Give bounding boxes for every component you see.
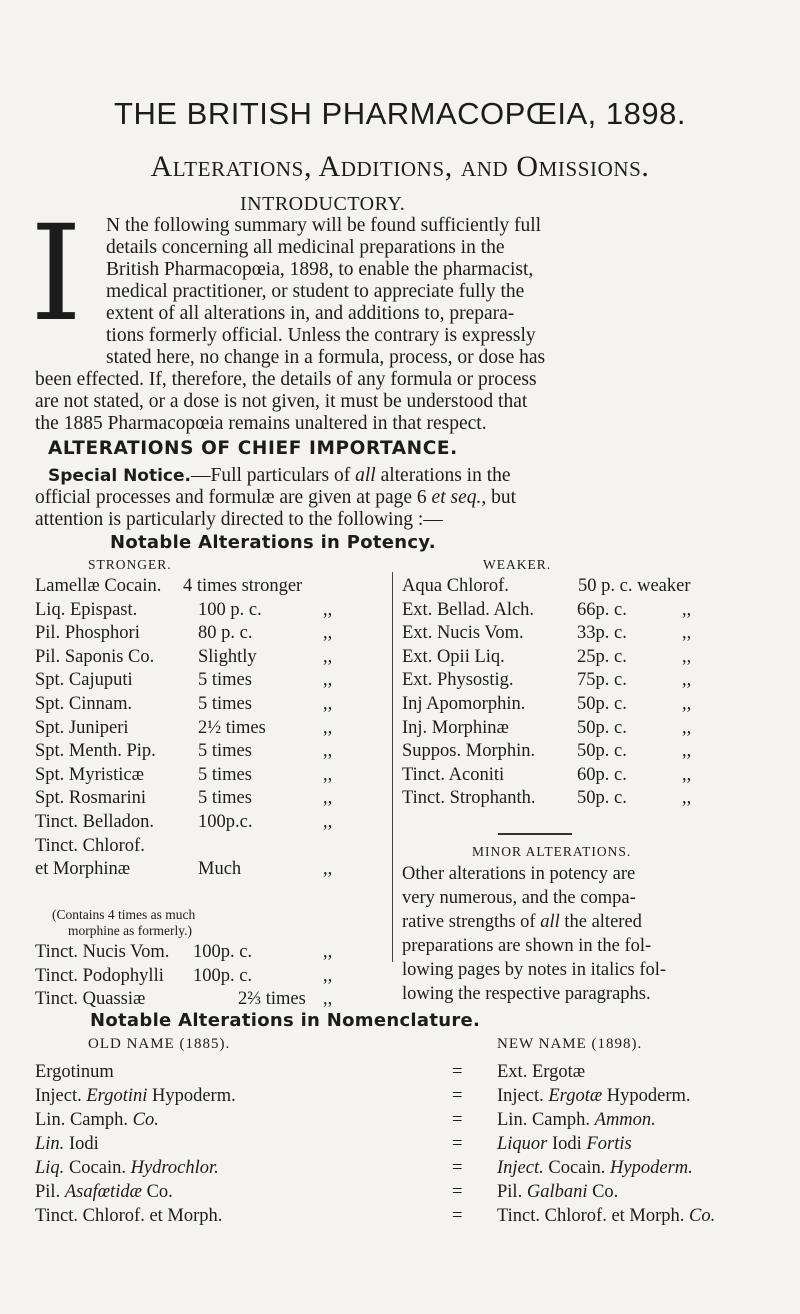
old-name-text: Cocain. bbox=[64, 1158, 131, 1178]
old-name-italic: Lin. bbox=[35, 1134, 65, 1154]
new-name-italic: Liquor bbox=[497, 1134, 548, 1154]
stronger-item-name: Lamellæ Cocain. bbox=[35, 576, 162, 596]
stronger-heading: STRONGER. bbox=[88, 557, 172, 572]
intro-heading: INTRODUCTORY. bbox=[240, 193, 406, 215]
minor-text: the altered bbox=[559, 912, 642, 932]
minor-divider bbox=[498, 833, 572, 835]
weaker-item-amount: 60p. c. bbox=[577, 764, 627, 785]
minor-line: lowing pages by notes in italics fol- bbox=[402, 960, 667, 980]
special-text: official processes and formulæ are given at page 6 bbox=[35, 487, 432, 508]
equals-sign: = bbox=[452, 1062, 463, 1082]
stronger-item-amount: 80 p. c. bbox=[198, 623, 253, 644]
ditto-mark: ,, bbox=[323, 788, 333, 809]
page-title: THE BRITISH PHARMACOPŒIA, 1898. bbox=[114, 96, 686, 131]
weaker-item-name: Tinct. Strophanth. bbox=[402, 788, 536, 809]
new-name-heading: NEW NAME (1898). bbox=[497, 1036, 643, 1052]
stronger-item-name: Spt. Myristicæ bbox=[35, 764, 144, 785]
new-name bbox=[497, 1204, 715, 1228]
ditto-mark: ,, bbox=[682, 788, 692, 809]
new-name bbox=[497, 1060, 585, 1084]
intro-line: tions formerly official. Unless the contrary is expressly bbox=[106, 325, 536, 346]
new-name bbox=[497, 1180, 618, 1204]
old-name-italic: Asafœtidæ bbox=[64, 1182, 142, 1202]
weaker-item-amount: 50p. c. bbox=[577, 694, 627, 714]
ditto-mark: ,, bbox=[682, 717, 692, 738]
intro-line: the 1885 Pharmacopœia remains unaltered in that respect. bbox=[35, 413, 487, 434]
weaker-item-amount: 50p. c. bbox=[577, 717, 627, 738]
stronger-item-amount: 5 times bbox=[198, 764, 252, 785]
new-name-italic: Co. bbox=[689, 1206, 716, 1226]
old-name bbox=[35, 1060, 114, 1084]
stronger-item-amount: 100p.c. bbox=[198, 812, 253, 832]
stronger-item-name: Tinct. Chlorof. bbox=[35, 835, 145, 856]
ditto-mark: ,, bbox=[323, 989, 333, 1010]
minor-line: preparations are shown in the fol- bbox=[402, 936, 652, 956]
new-name-text: Pil. bbox=[497, 1182, 527, 1202]
minor-heading: MINOR ALTERATIONS. bbox=[472, 844, 632, 859]
special-notice-line: attention is particularly directed to the following :— bbox=[35, 509, 443, 530]
ditto-mark: ,, bbox=[323, 623, 333, 644]
drop-cap: I bbox=[30, 197, 83, 351]
old-name-text: Pil. bbox=[35, 1182, 65, 1202]
weaker-item-amount: 50p. c. bbox=[577, 788, 627, 809]
old-name bbox=[35, 1084, 236, 1108]
ditto-mark: ,, bbox=[323, 764, 333, 785]
stronger-item-amount: 5 times bbox=[198, 694, 252, 714]
new-name bbox=[497, 1132, 632, 1156]
stronger-item-name: Tinct. Quassiæ bbox=[35, 989, 146, 1010]
new-name-text: Co. bbox=[587, 1182, 619, 1202]
old-name-italic: Co. bbox=[132, 1110, 159, 1130]
weaker-item-name: Suppos. Morphin. bbox=[402, 741, 536, 762]
column-divider bbox=[392, 572, 393, 962]
old-name-text: Lin. Camph. bbox=[35, 1110, 133, 1130]
ditto-mark: ,, bbox=[323, 859, 333, 880]
equals-sign: = bbox=[452, 1110, 463, 1130]
ditto-mark: ,, bbox=[323, 646, 333, 667]
alterations-heading: ALTERATIONS OF CHIEF IMPORTANCE. bbox=[48, 438, 458, 459]
new-name-text: Iodi bbox=[547, 1134, 587, 1154]
intro-line: N the following summary will be found sufficiently full bbox=[106, 215, 542, 236]
special-text: —Full particulars of bbox=[191, 465, 356, 486]
weaker-item-amount: 50 p. c. weaker bbox=[578, 576, 691, 596]
old-name-text: Iodi bbox=[64, 1134, 99, 1154]
weaker-item-name: Ext. Opii Liq. bbox=[402, 646, 505, 667]
ditto-mark: ,, bbox=[682, 646, 692, 667]
special-notice-label: Special Notice. bbox=[48, 466, 191, 486]
ditto-mark: ,, bbox=[682, 764, 692, 785]
equals-sign: = bbox=[452, 1182, 463, 1202]
ditto-mark: ,, bbox=[682, 623, 692, 644]
stronger-item-amount: 4 times stronger bbox=[183, 576, 303, 596]
ditto-mark: ,, bbox=[682, 741, 692, 762]
potency-heading: Notable Alterations in Potency. bbox=[110, 532, 436, 553]
stronger-item-name: Spt. Cajuputi bbox=[35, 670, 133, 691]
new-name bbox=[497, 1156, 693, 1180]
equals-sign: = bbox=[452, 1206, 463, 1226]
minor-line: lowing the respective paragraphs. bbox=[402, 984, 651, 1004]
new-name-italic: Galbani bbox=[526, 1182, 588, 1202]
stronger-item-amount: 5 times bbox=[198, 670, 252, 691]
ditto-mark: ,, bbox=[323, 599, 333, 620]
morphine-note: morphine as formerly.) bbox=[68, 923, 192, 938]
page-subtitle: Alterations, Additions, and Omissions. bbox=[150, 150, 650, 183]
old-name bbox=[35, 1156, 219, 1180]
stronger-item-amount: Much bbox=[198, 859, 242, 880]
ditto-mark: ,, bbox=[682, 670, 692, 691]
equals-sign: = bbox=[452, 1158, 463, 1178]
weaker-item-amount: 66p. c. bbox=[577, 599, 627, 620]
stronger-item-amount: 5 times bbox=[198, 788, 252, 809]
intro-line: are not stated, or a dose is not given, it must be understood that bbox=[35, 391, 528, 412]
stronger-item-amount: 100p. c. bbox=[193, 942, 253, 962]
minor-line bbox=[402, 910, 642, 934]
weaker-item-name: Ext. Physostig. bbox=[402, 670, 514, 691]
old-name bbox=[35, 1132, 99, 1156]
old-name bbox=[35, 1180, 173, 1204]
intro-line: British Pharmacopœia, 1898, to enable the pharmacist, bbox=[106, 259, 534, 280]
old-name-text: Co. bbox=[141, 1182, 173, 1202]
weaker-heading: WEAKER. bbox=[483, 557, 552, 572]
stronger-item-amount: 5 times bbox=[198, 741, 252, 762]
stronger-item-name: Liq. Epispast. bbox=[35, 599, 138, 620]
ditto-mark: ,, bbox=[682, 694, 692, 714]
weaker-item-name: Inj. Morphinæ bbox=[402, 717, 509, 738]
old-name bbox=[35, 1108, 159, 1132]
new-name-text: Hypoderm. bbox=[602, 1086, 691, 1106]
weaker-item-name: Ext. Nucis Vom. bbox=[402, 623, 524, 644]
stronger-item-amount: Slightly bbox=[198, 646, 257, 667]
old-name-text: Inject. bbox=[35, 1086, 87, 1106]
ditto-mark: ,, bbox=[323, 694, 333, 714]
stronger-item-name: Tinct. Podophylli bbox=[35, 965, 164, 986]
old-name-italic: Hydrochlor. bbox=[130, 1158, 219, 1178]
new-name-text: Lin. Camph. bbox=[497, 1110, 595, 1130]
stronger-item-name: Spt. Menth. Pip. bbox=[35, 741, 156, 762]
ditto-mark: ,, bbox=[323, 741, 333, 762]
weaker-item-name: Ext. Bellad. Alch. bbox=[402, 599, 535, 620]
new-name-text: Cocain. bbox=[543, 1158, 611, 1178]
intro-line: extent of all alterations in, and additions to, prepara- bbox=[106, 303, 515, 324]
weaker-item-name: Aqua Chlorof. bbox=[402, 576, 509, 596]
morphine-note: (Contains 4 times as much bbox=[52, 907, 196, 922]
stronger-item-name: et Morphinæ bbox=[35, 859, 131, 880]
equals-sign: = bbox=[452, 1086, 463, 1106]
new-name-italic: Fortis bbox=[586, 1134, 632, 1154]
stronger-item-amount: 100p. c. bbox=[193, 965, 253, 986]
new-name-text: Inject. bbox=[497, 1086, 549, 1106]
stronger-item-name: Spt. Rosmarini bbox=[35, 788, 147, 809]
intro-line: medical practitioner, or student to appreciate fully the bbox=[106, 281, 525, 302]
ditto-mark: ,, bbox=[682, 599, 692, 620]
minor-line: very numerous, and the compa- bbox=[402, 888, 636, 908]
old-name-heading: OLD NAME (1885). bbox=[88, 1036, 231, 1052]
intro-line: details concerning all medicinal preparations in the bbox=[106, 237, 505, 258]
minor-italic: all bbox=[540, 912, 560, 932]
ditto-mark: ,, bbox=[323, 717, 333, 738]
old-name-text: Ergotinum bbox=[35, 1062, 114, 1082]
ditto-mark: ,, bbox=[323, 670, 333, 691]
special-italic: et seq. bbox=[431, 487, 482, 508]
stronger-item-name: Pil. Saponis Co. bbox=[35, 646, 155, 667]
stronger-item-name: Spt. Cinnam. bbox=[35, 694, 133, 714]
special-italic: all bbox=[355, 465, 376, 486]
new-name-italic: Hypoderm. bbox=[610, 1158, 693, 1178]
intro-line: been effected. If, therefore, the details of any formula or process bbox=[35, 369, 537, 390]
special-text: , but bbox=[481, 487, 517, 508]
stronger-item-amount: 2⅔ times bbox=[238, 989, 306, 1010]
special-notice-line bbox=[35, 487, 516, 509]
weaker-item-name: Tinct. Aconiti bbox=[402, 764, 505, 785]
weaker-item-amount: 75p. c. bbox=[577, 670, 627, 691]
new-name-text: Tinct. Chlorof. et Morph. bbox=[497, 1206, 690, 1226]
special-text: alterations in the bbox=[375, 465, 511, 486]
ditto-mark: ,, bbox=[323, 812, 333, 832]
weaker-item-amount: 50p. c. bbox=[577, 741, 627, 762]
stronger-item-name: Pil. Phosphori bbox=[35, 623, 140, 644]
new-name bbox=[497, 1108, 656, 1132]
new-name-text: Ext. Ergotæ bbox=[497, 1062, 586, 1082]
new-name-italic: Ergotæ bbox=[548, 1086, 603, 1106]
old-name-text: Hypoderm. bbox=[147, 1086, 236, 1106]
new-name-italic: Ammon. bbox=[594, 1110, 656, 1130]
weaker-item-amount: 25p. c. bbox=[577, 646, 627, 667]
stronger-item-name: Spt. Juniperi bbox=[35, 717, 129, 738]
intro-line: stated here, no change in a formula, process, or dose has bbox=[106, 347, 546, 368]
special-notice-line bbox=[48, 465, 511, 487]
nomenclature-heading: Notable Alterations in Nomenclature. bbox=[90, 1010, 481, 1031]
stronger-item-name: Tinct. Nucis Vom. bbox=[35, 942, 170, 962]
minor-line: Other alterations in potency are bbox=[402, 864, 636, 884]
stronger-item-amount: 100 p. c. bbox=[198, 599, 262, 620]
stronger-item-name: Tinct. Belladon. bbox=[35, 812, 155, 832]
new-name-italic: Inject. bbox=[497, 1158, 544, 1178]
new-name bbox=[497, 1084, 691, 1108]
ditto-mark: ,, bbox=[323, 965, 333, 986]
old-name-italic: Ergotini bbox=[86, 1086, 148, 1106]
old-name bbox=[35, 1204, 222, 1228]
equals-sign: = bbox=[452, 1134, 463, 1154]
minor-text: rative strengths of bbox=[402, 912, 541, 932]
stronger-item-amount: 2½ times bbox=[198, 717, 266, 738]
weaker-item-amount: 33p. c. bbox=[577, 623, 627, 644]
ditto-mark: ,, bbox=[323, 942, 333, 962]
old-name-italic: Liq. bbox=[35, 1158, 65, 1178]
weaker-item-name: Inj Apomorphin. bbox=[402, 694, 526, 714]
old-name-text: Tinct. Chlorof. et Morph. bbox=[35, 1206, 223, 1226]
